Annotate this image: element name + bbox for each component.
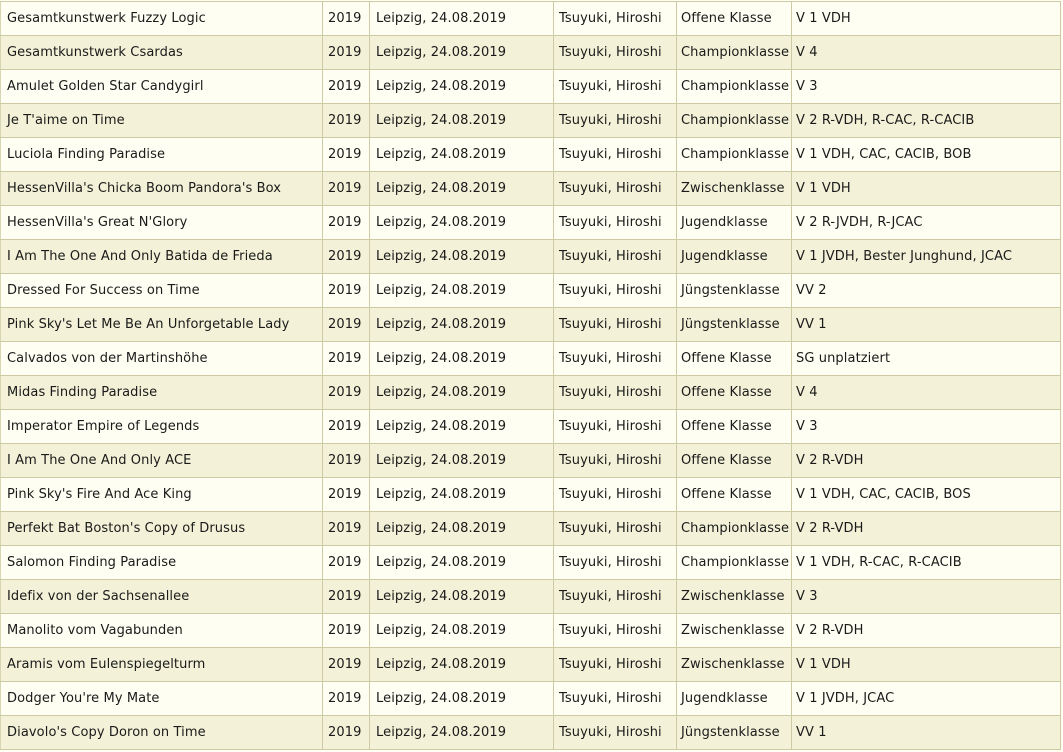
table-row — [1, 308, 1061, 342]
table-row — [1, 478, 1061, 512]
show-place-date-cell: Leipzig, 24.08.2019 — [370, 376, 554, 410]
class-cell: Zwischenklasse — [677, 580, 792, 614]
class-cell: Jugendklasse — [677, 682, 792, 716]
show-place-date-cell: Leipzig, 24.08.2019 — [370, 70, 554, 104]
table-row — [1, 2, 1061, 36]
table-row — [1, 444, 1061, 478]
judge-cell: Tsuyuki, Hiroshi — [554, 2, 677, 36]
result-cell: V 1 VDH — [792, 648, 1061, 682]
judge-cell: Tsuyuki, Hiroshi — [554, 240, 677, 274]
show-place-date-cell: Leipzig, 24.08.2019 — [370, 342, 554, 376]
show-place-date-cell: Leipzig, 24.08.2019 — [370, 240, 554, 274]
year-cell: 2019 — [323, 240, 370, 274]
year-cell: 2019 — [323, 308, 370, 342]
result-cell: V 2 R-VDH — [792, 512, 1061, 546]
dog-name-cell: Midas Finding Paradise — [1, 376, 323, 410]
dog-name-cell: Salomon Finding Paradise — [1, 546, 323, 580]
table-row — [1, 274, 1061, 308]
year-cell: 2019 — [323, 274, 370, 308]
class-cell: Jüngstenklasse — [677, 274, 792, 308]
show-results-table — [0, 1, 1061, 750]
result-cell: V 2 R-VDH — [792, 614, 1061, 648]
dog-name-cell: Je T'aime on Time — [1, 104, 323, 138]
show-place-date-cell: Leipzig, 24.08.2019 — [370, 478, 554, 512]
dog-name-cell: Idefix von der Sachsenallee — [1, 580, 323, 614]
judge-cell: Tsuyuki, Hiroshi — [554, 274, 677, 308]
year-cell: 2019 — [323, 648, 370, 682]
table-row — [1, 70, 1061, 104]
class-cell: Jugendklasse — [677, 240, 792, 274]
table-row — [1, 648, 1061, 682]
table-row — [1, 206, 1061, 240]
result-cell: V 1 VDH, CAC, CACIB, BOS — [792, 478, 1061, 512]
judge-cell: Tsuyuki, Hiroshi — [554, 36, 677, 70]
show-place-date-cell: Leipzig, 24.08.2019 — [370, 36, 554, 70]
year-cell: 2019 — [323, 478, 370, 512]
class-cell: Championklasse — [677, 546, 792, 580]
dog-name-cell: Dressed For Success on Time — [1, 274, 323, 308]
dog-name-cell: HessenVilla's Great N'Glory — [1, 206, 323, 240]
class-cell: Offene Klasse — [677, 478, 792, 512]
show-place-date-cell: Leipzig, 24.08.2019 — [370, 138, 554, 172]
class-cell: Championklasse — [677, 36, 792, 70]
year-cell: 2019 — [323, 206, 370, 240]
class-cell: Jüngstenklasse — [677, 308, 792, 342]
dog-name-cell: Dodger You're My Mate — [1, 682, 323, 716]
result-cell: V 1 JVDH, Bester Junghund, JCAC — [792, 240, 1061, 274]
class-cell: Offene Klasse — [677, 2, 792, 36]
judge-cell: Tsuyuki, Hiroshi — [554, 206, 677, 240]
dog-name-cell: Calvados von der Martinshöhe — [1, 342, 323, 376]
class-cell: Offene Klasse — [677, 410, 792, 444]
table-row — [1, 682, 1061, 716]
result-cell: V 4 — [792, 376, 1061, 410]
judge-cell: Tsuyuki, Hiroshi — [554, 172, 677, 206]
result-cell: V 2 R-VDH, R-CAC, R-CACIB — [792, 104, 1061, 138]
year-cell: 2019 — [323, 2, 370, 36]
table-row — [1, 240, 1061, 274]
dog-name-cell: Imperator Empire of Legends — [1, 410, 323, 444]
table-row — [1, 36, 1061, 70]
result-cell: V 3 — [792, 410, 1061, 444]
class-cell: Zwischenklasse — [677, 172, 792, 206]
year-cell: 2019 — [323, 614, 370, 648]
year-cell: 2019 — [323, 444, 370, 478]
year-cell: 2019 — [323, 512, 370, 546]
result-cell: VV 1 — [792, 716, 1061, 750]
show-place-date-cell: Leipzig, 24.08.2019 — [370, 512, 554, 546]
dog-name-cell: Luciola Finding Paradise — [1, 138, 323, 172]
dog-name-cell: Pink Sky's Fire And Ace King — [1, 478, 323, 512]
year-cell: 2019 — [323, 410, 370, 444]
show-place-date-cell: Leipzig, 24.08.2019 — [370, 172, 554, 206]
judge-cell: Tsuyuki, Hiroshi — [554, 478, 677, 512]
judge-cell: Tsuyuki, Hiroshi — [554, 138, 677, 172]
judge-cell: Tsuyuki, Hiroshi — [554, 580, 677, 614]
show-place-date-cell: Leipzig, 24.08.2019 — [370, 308, 554, 342]
result-cell: VV 2 — [792, 274, 1061, 308]
show-place-date-cell: Leipzig, 24.08.2019 — [370, 716, 554, 750]
result-cell: V 2 R-VDH — [792, 444, 1061, 478]
year-cell: 2019 — [323, 36, 370, 70]
show-place-date-cell: Leipzig, 24.08.2019 — [370, 2, 554, 36]
table-row — [1, 104, 1061, 138]
class-cell: Zwischenklasse — [677, 648, 792, 682]
class-cell: Offene Klasse — [677, 444, 792, 478]
show-place-date-cell: Leipzig, 24.08.2019 — [370, 580, 554, 614]
table-row — [1, 342, 1061, 376]
show-place-date-cell: Leipzig, 24.08.2019 — [370, 104, 554, 138]
table-row — [1, 716, 1061, 750]
result-cell: V 4 — [792, 36, 1061, 70]
judge-cell: Tsuyuki, Hiroshi — [554, 410, 677, 444]
show-place-date-cell: Leipzig, 24.08.2019 — [370, 274, 554, 308]
table-row — [1, 138, 1061, 172]
result-cell: V 1 VDH — [792, 2, 1061, 36]
table-row — [1, 580, 1061, 614]
dog-name-cell: Gesamtkunstwerk Csardas — [1, 36, 323, 70]
table-row — [1, 376, 1061, 410]
result-cell: SG unplatziert — [792, 342, 1061, 376]
dog-name-cell: Amulet Golden Star Candygirl — [1, 70, 323, 104]
show-place-date-cell: Leipzig, 24.08.2019 — [370, 614, 554, 648]
judge-cell: Tsuyuki, Hiroshi — [554, 308, 677, 342]
show-place-date-cell: Leipzig, 24.08.2019 — [370, 648, 554, 682]
class-cell: Championklasse — [677, 138, 792, 172]
judge-cell: Tsuyuki, Hiroshi — [554, 614, 677, 648]
judge-cell: Tsuyuki, Hiroshi — [554, 512, 677, 546]
table-row — [1, 410, 1061, 444]
table-row — [1, 512, 1061, 546]
dog-name-cell: I Am The One And Only Batida de Frieda — [1, 240, 323, 274]
result-cell: V 1 VDH, R-CAC, R-CACIB — [792, 546, 1061, 580]
class-cell: Offene Klasse — [677, 376, 792, 410]
judge-cell: Tsuyuki, Hiroshi — [554, 546, 677, 580]
result-cell: V 3 — [792, 70, 1061, 104]
table-row — [1, 614, 1061, 648]
result-cell: VV 1 — [792, 308, 1061, 342]
judge-cell: Tsuyuki, Hiroshi — [554, 376, 677, 410]
table-row — [1, 172, 1061, 206]
show-place-date-cell: Leipzig, 24.08.2019 — [370, 410, 554, 444]
judge-cell: Tsuyuki, Hiroshi — [554, 342, 677, 376]
year-cell: 2019 — [323, 172, 370, 206]
year-cell: 2019 — [323, 546, 370, 580]
judge-cell: Tsuyuki, Hiroshi — [554, 104, 677, 138]
judge-cell: Tsuyuki, Hiroshi — [554, 444, 677, 478]
dog-name-cell: Aramis vom Eulenspiegelturm — [1, 648, 323, 682]
dog-name-cell: Pink Sky's Let Me Be An Unforgetable Lady — [1, 308, 323, 342]
class-cell: Championklasse — [677, 104, 792, 138]
class-cell: Championklasse — [677, 70, 792, 104]
dog-name-cell: I Am The One And Only ACE — [1, 444, 323, 478]
year-cell: 2019 — [323, 682, 370, 716]
year-cell: 2019 — [323, 104, 370, 138]
result-cell: V 1 VDH — [792, 172, 1061, 206]
dog-name-cell: Diavolo's Copy Doron on Time — [1, 716, 323, 750]
class-cell: Zwischenklasse — [677, 614, 792, 648]
judge-cell: Tsuyuki, Hiroshi — [554, 716, 677, 750]
dog-name-cell: HessenVilla's Chicka Boom Pandora's Box — [1, 172, 323, 206]
result-cell: V 2 R-JVDH, R-JCAC — [792, 206, 1061, 240]
year-cell: 2019 — [323, 70, 370, 104]
dog-name-cell: Manolito vom Vagabunden — [1, 614, 323, 648]
result-cell: V 3 — [792, 580, 1061, 614]
result-cell: V 1 VDH, CAC, CACIB, BOB — [792, 138, 1061, 172]
result-cell: V 1 JVDH, JCAC — [792, 682, 1061, 716]
dog-name-cell: Perfekt Bat Boston's Copy of Drusus — [1, 512, 323, 546]
show-place-date-cell: Leipzig, 24.08.2019 — [370, 682, 554, 716]
judge-cell: Tsuyuki, Hiroshi — [554, 682, 677, 716]
show-place-date-cell: Leipzig, 24.08.2019 — [370, 546, 554, 580]
show-place-date-cell: Leipzig, 24.08.2019 — [370, 206, 554, 240]
judge-cell: Tsuyuki, Hiroshi — [554, 648, 677, 682]
year-cell: 2019 — [323, 342, 370, 376]
dog-name-cell: Gesamtkunstwerk Fuzzy Logic — [1, 2, 323, 36]
class-cell: Jüngstenklasse — [677, 716, 792, 750]
results-table-body — [1, 2, 1061, 750]
judge-cell: Tsuyuki, Hiroshi — [554, 70, 677, 104]
class-cell: Championklasse — [677, 512, 792, 546]
year-cell: 2019 — [323, 716, 370, 750]
class-cell: Offene Klasse — [677, 342, 792, 376]
year-cell: 2019 — [323, 376, 370, 410]
show-place-date-cell: Leipzig, 24.08.2019 — [370, 444, 554, 478]
year-cell: 2019 — [323, 580, 370, 614]
year-cell: 2019 — [323, 138, 370, 172]
class-cell: Jugendklasse — [677, 206, 792, 240]
table-row — [1, 546, 1061, 580]
